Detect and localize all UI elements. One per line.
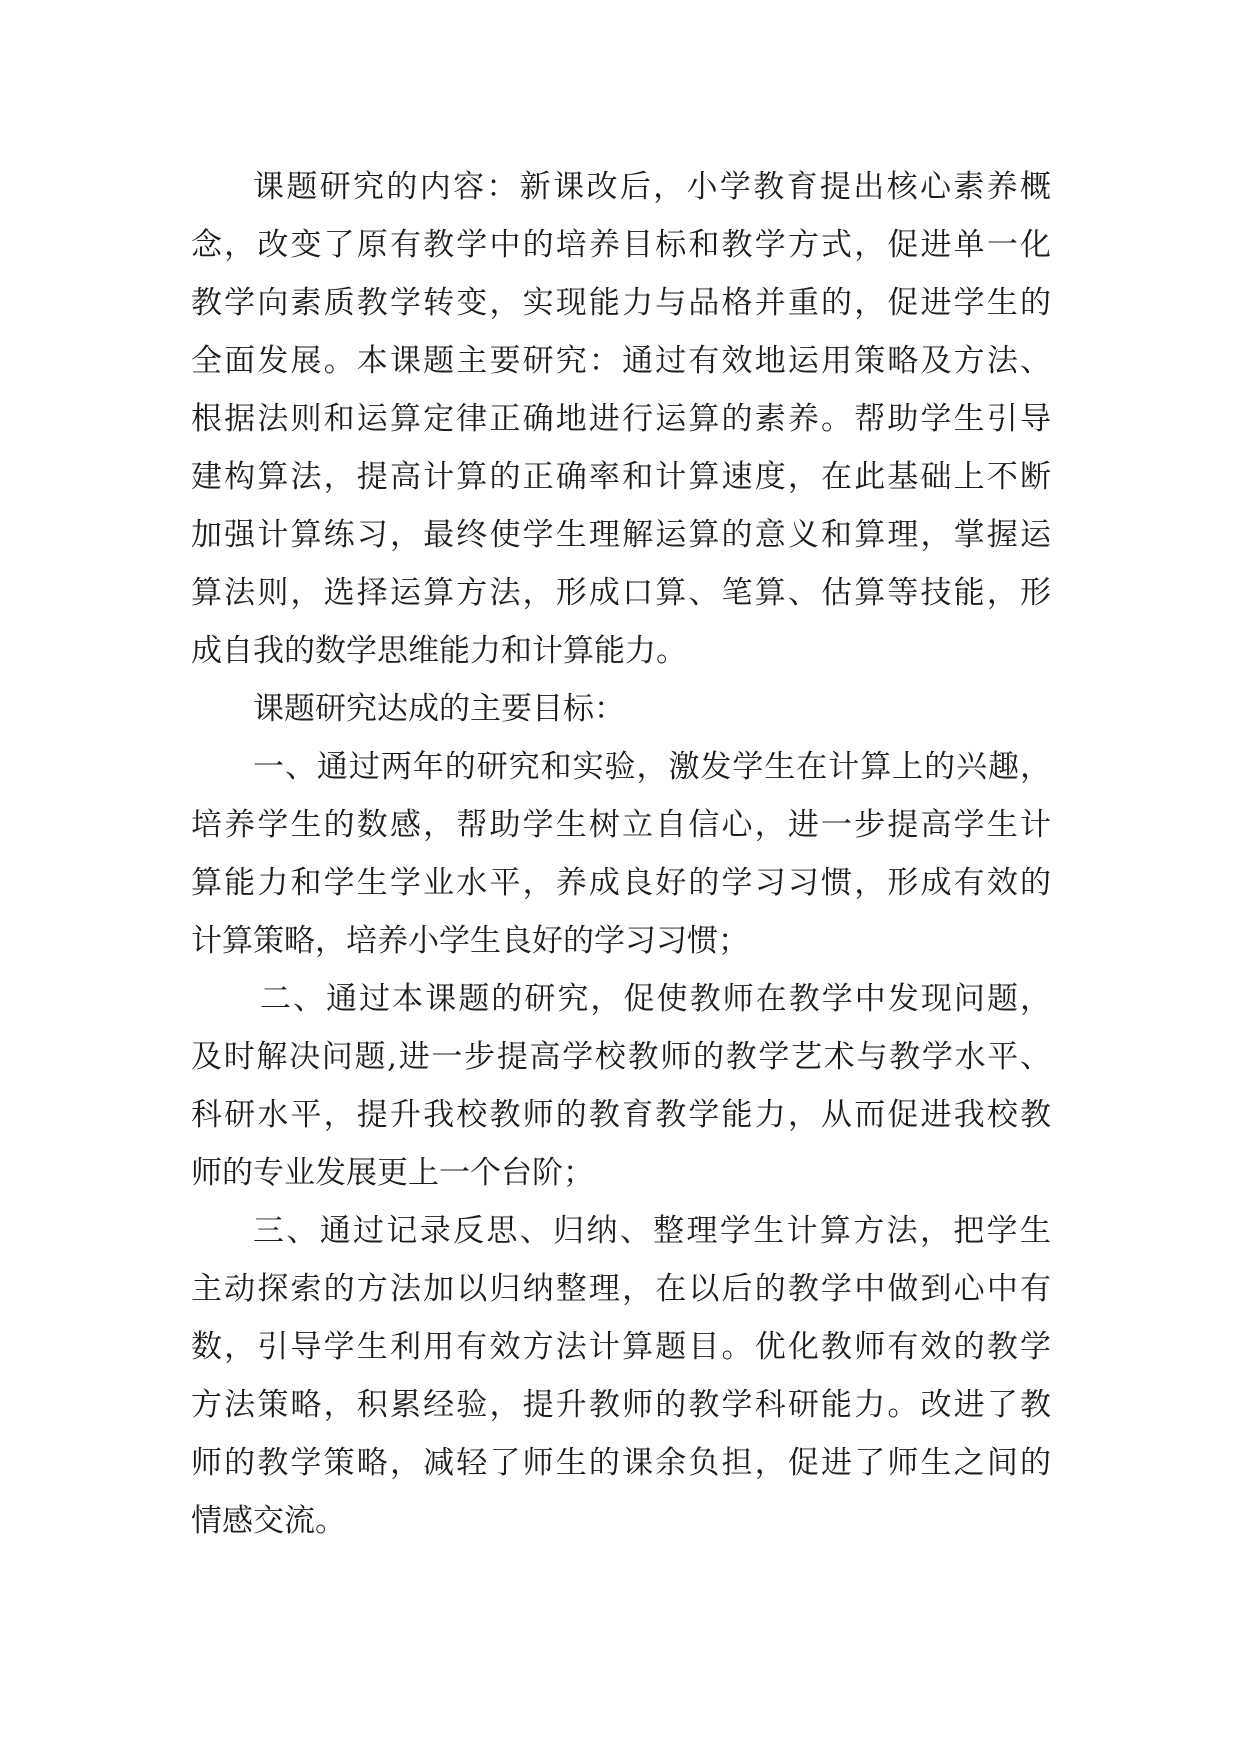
text-line-15: 二、通过本课题的研究，促使教师在教学中发现问题， [260, 981, 1051, 1017]
text-line-3: 教学向素质教学转变，实现能力与品格并重的，促进学生的 [191, 285, 1051, 321]
text-line-6: 建构算法，提高计算的正确率和计算速度，在此基础上不断 [191, 459, 1051, 495]
text-line-12: 培养学生的数感，帮助学生树立自信心，进一步提高学生计 [191, 807, 1051, 843]
text-line-24: 情感交流。 [191, 1503, 346, 1539]
text-line-5: 根据法则和运算定律正确地进行运算的素养。帮助学生引导 [191, 401, 1051, 437]
text-line-22: 方法策略，积累经验，提升教师的教学科研能力。改进了教 [191, 1387, 1051, 1423]
text-line-2: 念，改变了原有教学中的培养目标和教学方式，促进单一化 [191, 227, 1051, 263]
text-line-8: 算法则，选择运算方法，形成口算、笔算、估算等技能，形 [191, 575, 1051, 611]
text-line-14: 计算策略，培养小学生良好的学习习惯； [191, 923, 749, 959]
text-line-1: 课题研究的内容：新课改后，小学教育提出核心素养概 [253, 169, 1051, 205]
text-line-4: 全面发展。本课题主要研究：通过有效地运用策略及方法、 [191, 343, 1051, 379]
text-line-17: 科研水平，提升我校教师的教育教学能力，从而促进我校教 [191, 1097, 1051, 1133]
text-line-18: 师的专业发展更上一个台阶； [191, 1155, 594, 1191]
text-line-21: 数，引导学生利用有效方法计算题目。优化教师有效的教学 [191, 1329, 1051, 1365]
goals-heading: 课题研究达成的主要目标： [253, 691, 625, 727]
text-line-23: 师的教学策略，减轻了师生的课余负担，促进了师生之间的 [191, 1445, 1051, 1481]
text-line-13: 算能力和学生学业水平，养成良好的学习习惯，形成有效的 [191, 865, 1051, 901]
text-line-11: 一、通过两年的研究和实验，激发学生在计算上的兴趣， [253, 749, 1051, 785]
text-line-19: 三、通过记录反思、归纳、整理学生计算方法，把学生 [253, 1213, 1051, 1249]
text-line-7: 加强计算练习，最终使学生理解运算的意义和算理，掌握运 [191, 517, 1051, 553]
text-line-16: 及时解决问题,进一步提高学校教师的教学艺术与教学水平、 [191, 1039, 1051, 1075]
text-line-20: 主动探索的方法加以归纳整理，在以后的教学中做到心中有 [191, 1271, 1051, 1307]
text-line-9: 成自我的数学思维能力和计算能力。 [191, 633, 687, 669]
